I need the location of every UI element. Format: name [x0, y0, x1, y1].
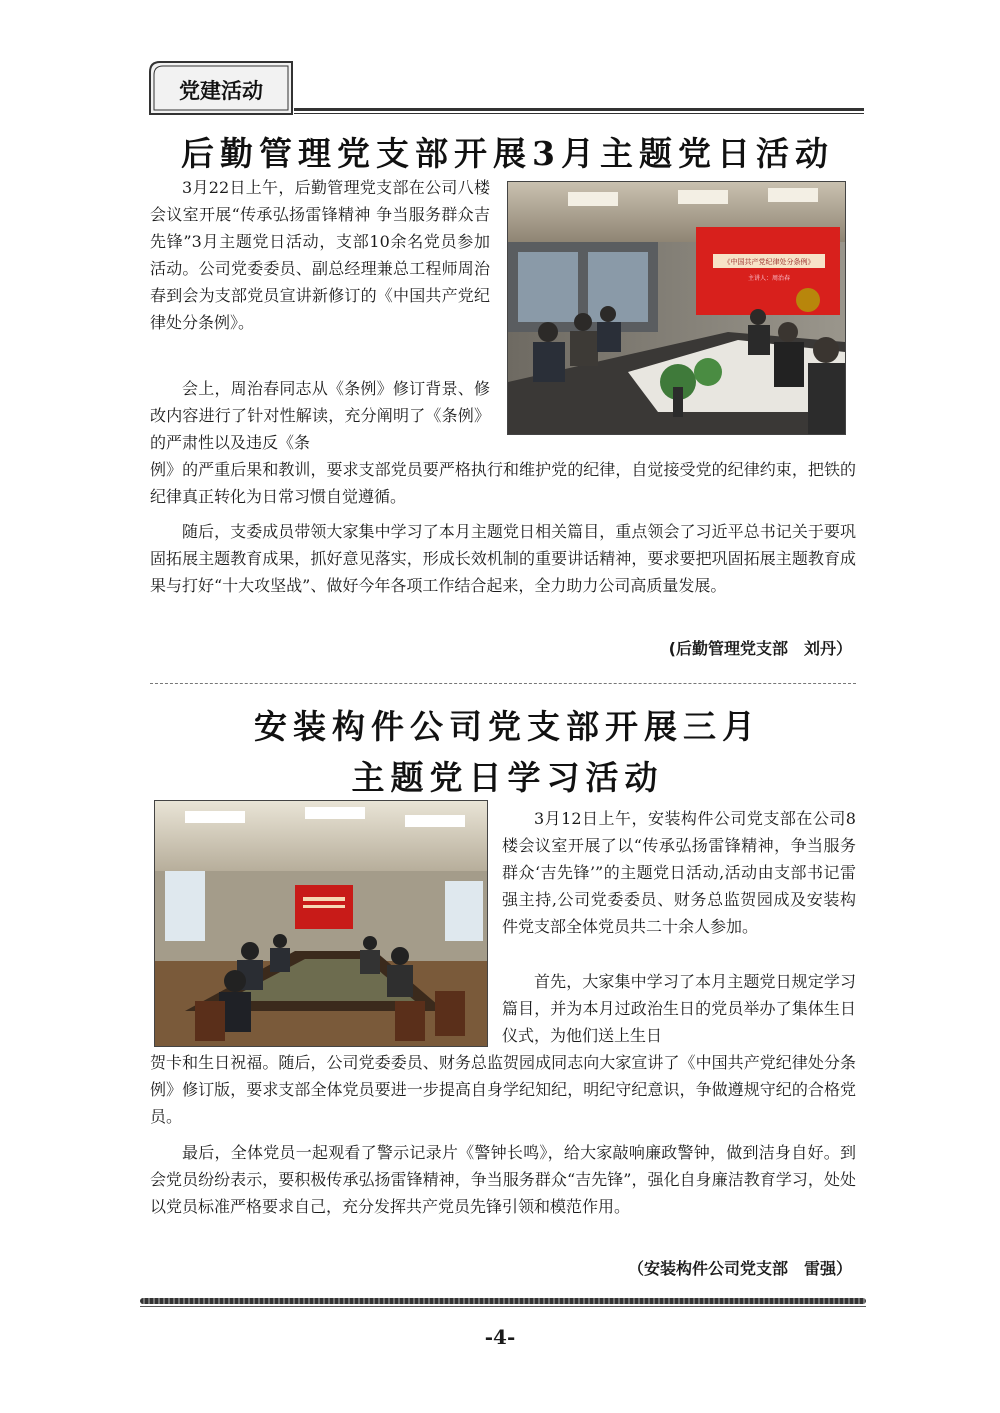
section-tab — [148, 60, 294, 116]
article2-byline: （安装构件公司党支部 雷强） — [627, 1259, 852, 1278]
screen-title: 《中国共产党纪律处分条例》 — [723, 258, 815, 266]
article1-byline: (后勤管理党支部 刘丹） — [668, 639, 852, 658]
article1-title: 后勤管理党支部开展3月主题党日活动 — [181, 134, 834, 173]
article2-paragraph-3: 最后，全体党员一起观看了警示记录片《警钟长鸣》，给大家敲响廉政警钟，做到洁身自好。到会党员纷纷表示，要积极传承弘扬雷锋精神，争当服务群众“吉先锋”，强化自身廉洁教育学习，处处以党员标准严格要求自己，充分发挥共产党员先锋引领和模范作用。 — [150, 1143, 856, 1216]
article1-paragraph-3: 随后，支委成员带领大家集中学习了本月主题党日相关篇目，重点领会了习近平总书记关于要巩固拓展主题教育成果，抓好意见落实，形成长效机制的重要讲话精神，要求要把巩固拓展主题教育成果与打好“十大攻坚战”、做好今年各项工作结合起来，全力助力公司高质量发展。 — [150, 522, 856, 595]
article-divider — [150, 683, 856, 684]
article2-paragraph-1: 3月12日上午，安装构件公司党支部在公司8楼会议室开展了以“传承弘扬雷锋精神，争当服务群众‘吉先锋’”的主题党日活动,活动由支部书记雷强主持,公司党委委员、财务总监贺园成及安装构件党支部全体党员共二十余人参加。 — [502, 809, 856, 936]
footer-rule — [140, 1298, 866, 1304]
section-tab-label: 党建活动 — [179, 79, 263, 103]
meeting-photo-1 — [507, 181, 846, 435]
screen-subtitle: 主讲人：周治春 — [747, 275, 791, 282]
article2-title-line-1: 安装构件公司党支部开展三月 — [254, 707, 761, 746]
header-rule — [294, 108, 864, 111]
article2-title-line-2: 主题党日学习活动 — [351, 758, 664, 797]
article2-paragraph-2-cont: 贺卡和生日祝福。随后，公司党委委员、财务总监贺园成同志向大家宣讲了《中国共产党纪律处分条例》修订版，要求支部全体党员要进一步提高自身学纪知纪，明纪守纪意识，争做遵规守纪的合格党员。 — [150, 1053, 856, 1126]
meeting-photo-2 — [154, 800, 488, 1047]
article1-paragraph-2: 会上，周治春同志从《条例》修订背景、修改内容进行了针对性解读，充分阐明了《条例》的严肃性以及违反《条 — [150, 379, 490, 452]
header-rule-thin — [294, 113, 864, 114]
page-number: -4- — [484, 1325, 516, 1349]
article2-paragraph-2: 首先，大家集中学习了本月主题党日规定学习篇目，并为本月过政治生日的党员举办了集体生日仪式，为他们送上生日 — [502, 972, 856, 1045]
article1-paragraph-1: 3月22日上午，后勤管理党支部在公司八楼会议室开展“传承弘扬雷锋精神 争当服务群众吉先锋”3月主题党日活动，支部10余名党员参加活动。公司党委委员、副总经理兼总工程师周治春到会为支部党员宣讲新修订的《中国共产党纪律处分条例》。 — [150, 178, 490, 332]
footer-rule-thin — [140, 1306, 866, 1307]
article1-paragraph-2-cont: 例》的严重后果和教训，要求支部党员要严格执行和维护党的纪律，自觉接受党的纪律约束，把铁的纪律真正转化为日常习惯自觉遵循。 — [150, 460, 856, 506]
